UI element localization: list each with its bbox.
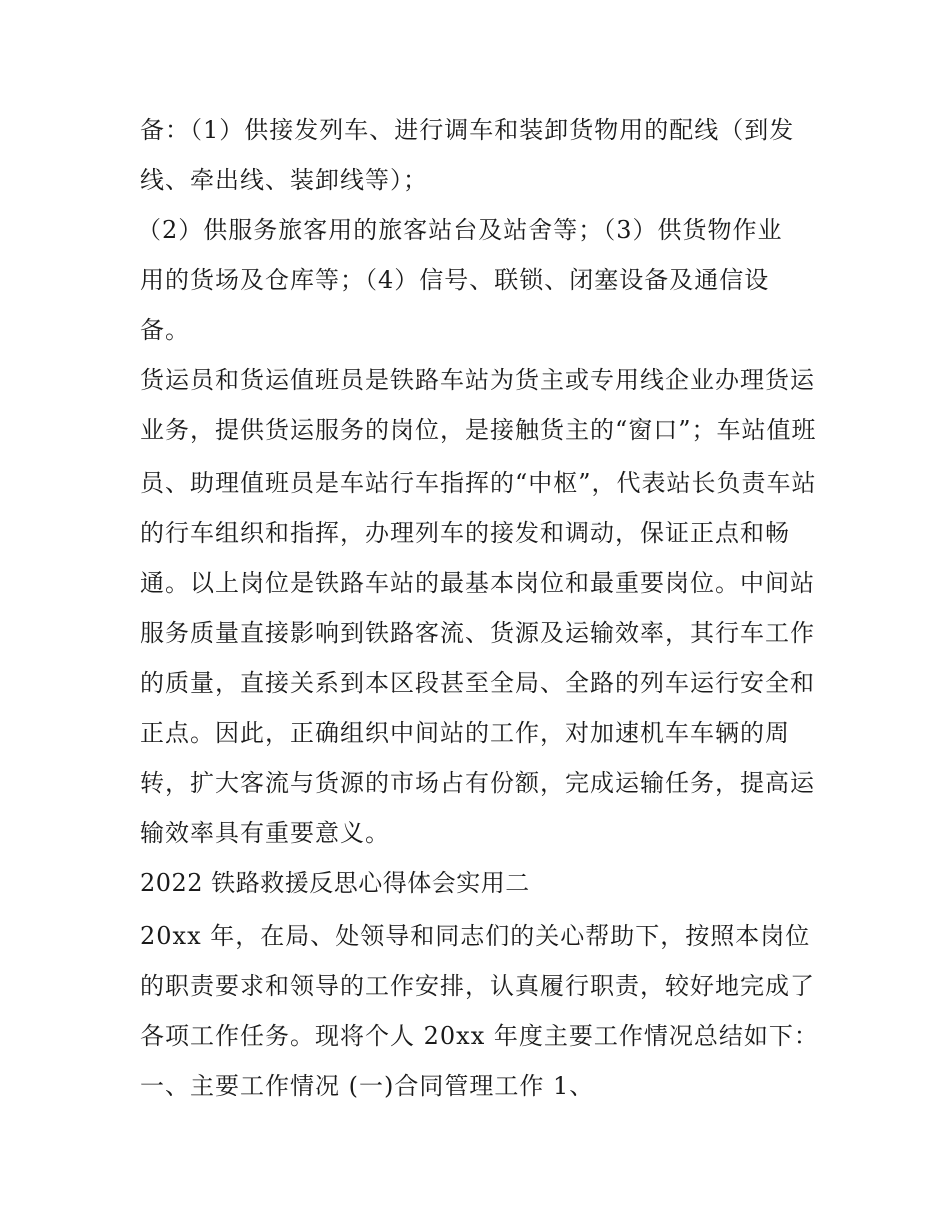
paragraph-line: 各项工作任务。现将个人 20xx 年度主要工作情况总结如下： — [140, 1022, 819, 1050]
paragraph-line: 员、助理值班员是车站行车指挥的“中枢”，代表站长负责车站 — [140, 469, 817, 497]
paragraph-line: 用的货场及仓库等；（4）信号、联锁、闭塞设备及通信设 — [140, 266, 770, 294]
paragraph-line: （2）供服务旅客用的旅客站台及站舍等；（3）供货物作业 — [137, 216, 783, 244]
paragraph-line: 正点。因此，正确组织中间站的工作，对加速机车车辆的周 — [140, 719, 790, 747]
paragraph-line: 业务，提供货运服务的岗位，是接触货主的“窗口”；车站值班 — [140, 416, 817, 444]
paragraph-line: 输效率具有重要意义。 — [140, 819, 390, 847]
paragraph-line: 服务质量直接影响到铁路客流、货源及运输效率，其行车工作 — [140, 619, 815, 647]
paragraph-line: 20xx 年，在局、处领导和同志们的关心帮助下，按照本岗位 — [140, 922, 811, 950]
paragraph-line: 备：（1）供接发列车、进行调车和装卸货物用的配线（到发 — [140, 116, 795, 144]
paragraph-line: 通。以上岗位是铁路车站的最基本岗位和最重要岗位。中间站 — [140, 569, 815, 597]
paragraph-line: 备。 — [140, 316, 190, 344]
paragraph-line: 线、牵出线、装卸线等）； — [140, 166, 428, 194]
paragraph-line: 一、主要工作情况 (一)合同管理工作 1、 — [140, 1072, 595, 1100]
paragraph-line: 的行车组织和指挥，办理列车的接发和调动，保证正点和畅 — [140, 519, 790, 547]
paragraph-line: 的职责要求和领导的工作安排，认真履行职责，较好地完成了 — [140, 972, 815, 1000]
paragraph-line: 的质量，直接关系到本区段甚至全局、全路的列车运行安全和 — [140, 669, 815, 697]
paragraph-line: 转，扩大客流与货源的市场占有份额，完成运输任务，提高运 — [140, 769, 815, 797]
paragraph-line: 货运员和货运值班员是铁路车站为货主或专用线企业办理货运 — [140, 366, 815, 394]
section-heading: 2022 铁路救援反思心得体会实用二 — [140, 869, 530, 897]
